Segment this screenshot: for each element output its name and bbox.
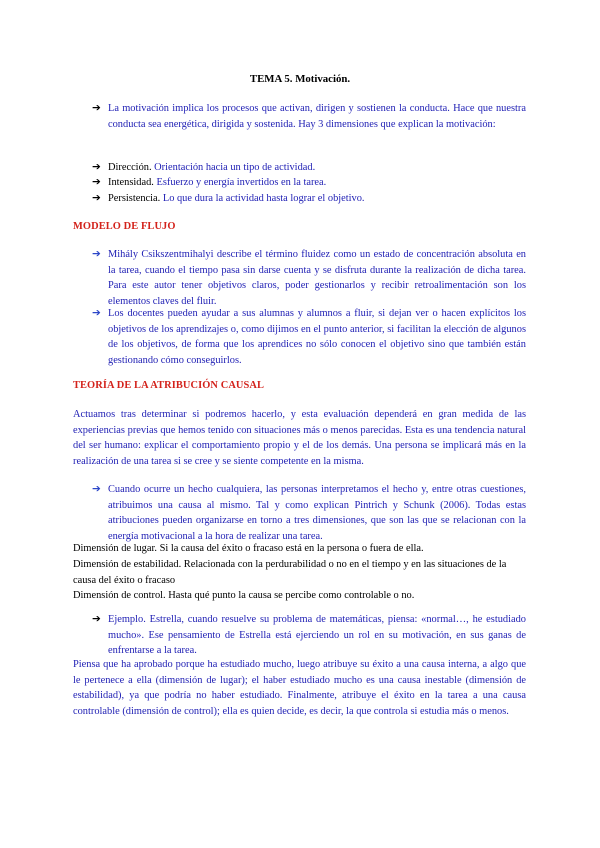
flow-heading: MODELO DE FLUJO: [73, 221, 176, 232]
example-bullet-text: Ejemplo. Estrella, cuando resuelve su problema de matemáticas, piensa: «normal…, he estudiado mucho». Ese pensamiento de Estrella está ejerciendo un rol en su motivación, en sus ganas de enfrentarse a la tarea.: [108, 614, 526, 656]
arrow-bullet-icon: ➔: [92, 307, 101, 319]
dimension-term: Dirección.: [108, 162, 152, 173]
attribution-paragraph: Actuamos tras determinar si podremos hacerlo, y esta evaluación dependerá en gran medida de las experiencias previas que hemos tenido con situaciones más o menos parecidas. Esta es una tendencia natural del ser humano: explicar el comportamiento propio y el de los demás. Una persona se implicará más en la realización de una tarea si se cree y se siente competente en la misma.: [73, 409, 526, 467]
flow-bullet: [92, 306, 526, 368]
attribution-dimension: Dimensión de control. Hasta qué punto la causa se percibe como controlable o no.: [73, 590, 415, 601]
arrow-bullet-icon: ➔: [92, 176, 101, 188]
attribution-bullet: [92, 482, 526, 544]
page-title: TEMA 5. Motivación.: [249, 73, 351, 85]
dimension-desc: Esfuerzo y energía invertidos en la tarea.: [156, 177, 327, 188]
example-bullet: [92, 612, 526, 659]
example-paragraph: Piensa que ha aprobado porque ha estudiado mucho, luego atribuye su éxito a una causa interna, a algo que le pertenece a ella (dimensión de lugar); el haber estudiado mucho es una causa inestable (dimensión de estabilidad), ya que podría no haber estudiado. Finalmente, atribuye el éxito en la tarea a una causa controlable (dimensión de control); ella es quien decide, es decir, la que controla si estudia más o menos.: [73, 659, 526, 717]
arrow-bullet-icon: ➔: [92, 613, 101, 625]
arrow-bullet-icon: ➔: [92, 102, 101, 114]
flow-bullet-text: Los docentes pueden ayudar a sus alumnas y alumnos a fluir, si dejan ver o hacen explícitos los objetivos de los aprendizajes o, como dijimos en el punto anterior, si facilitan la elección de algunos de los objetivos, de forma que los aprendices no sólo conocen el objetivo sino que también están gestionando cómo conseguirlos.: [108, 308, 526, 366]
dimension-desc: Orientación hacia un tipo de actividad.: [154, 162, 316, 173]
flow-bullet-text: Mihály Csikszentmihalyi describe el término fluidez como un estado de concentración absoluta en la tarea, cuando el tiempo pasa sin darse cuenta y se disfruta durante la realización de dicha tarea. Para este autor tener objetivos claros, poder gestionarlos y recibir retroalimentación son los elementos claves del fluir.: [108, 249, 526, 307]
arrow-bullet-icon: ➔: [92, 483, 101, 495]
dimension-term: Persistencia.: [108, 193, 161, 204]
intro-text: La motivación implica los procesos que activan, dirigen y sostienen la conducta. Hace que nuestra conducta sea energética, dirigida y sostenida. Hay 3 dimensiones que explican la motivación:: [108, 103, 526, 130]
attribution-dimension: Dimensión de estabilidad. Relacionada con la perdurabilidad o no en el tiempo y en las situaciones de la causa del éxito o fracaso: [73, 559, 507, 586]
attribution-dimension: Dimensión de lugar. Si la causa del éxito o fracaso está en la persona o fuera de ella.: [73, 543, 424, 554]
arrow-bullet-icon: ➔: [92, 192, 101, 204]
intro-bullet: [92, 101, 526, 132]
attribution-bullet-text: Cuando ocurre un hecho cualquiera, las personas interpretamos el hecho y, entre otras cuestiones, atribuimos una causa al mismo. Tal y como explican Pintrich y Schunk (2006). Todas estas atribuciones pueden organizarse en torno a tres dimensiones, que son las que se relacionan con la energía motivacional a la hora de realizar una tarea.: [108, 484, 526, 542]
attribution-heading: TEORÍA DE LA ATRIBUCIÓN CAUSAL: [73, 380, 265, 391]
dimension-item: [92, 175, 526, 191]
dimension-item: [92, 160, 526, 176]
arrow-bullet-icon: ➔: [92, 161, 101, 173]
dimension-desc: Lo que dura la actividad hasta lograr el objetivo.: [162, 193, 365, 204]
dimension-item: [92, 191, 526, 207]
arrow-bullet-icon: ➔: [92, 248, 101, 260]
flow-bullet: [92, 247, 526, 309]
dimension-term: Intensidad.: [108, 177, 154, 188]
